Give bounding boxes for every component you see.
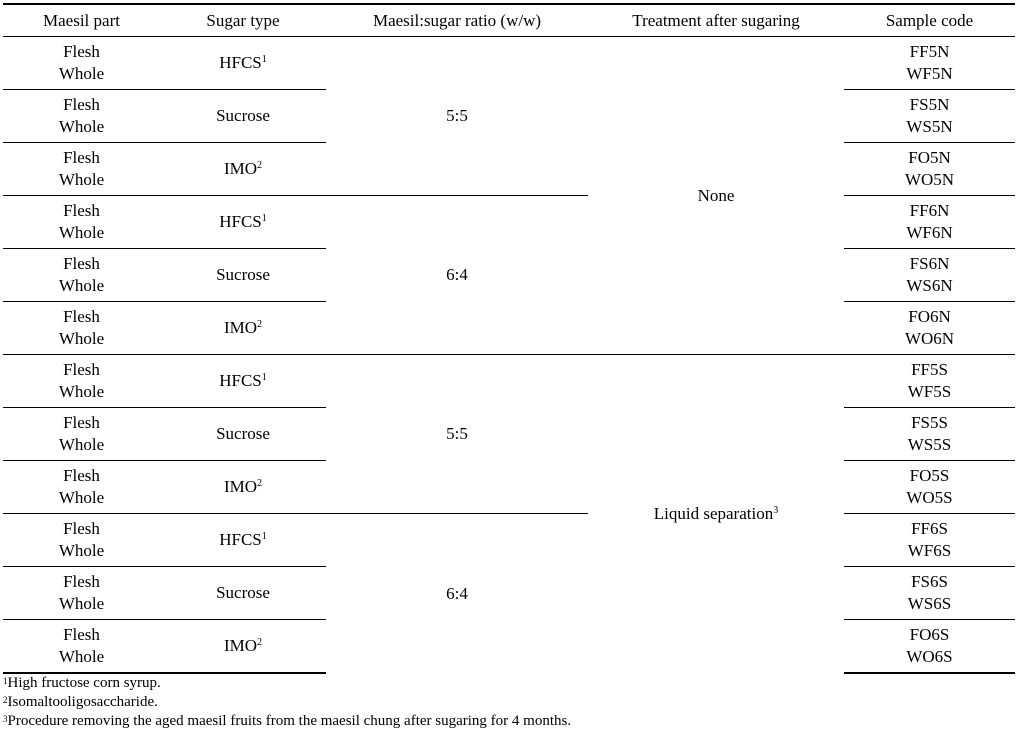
maesil-part-label: Whole — [58, 64, 105, 83]
treatment-label: None — [697, 185, 735, 205]
footnote-number: 1 — [3, 676, 8, 686]
table-row — [3, 196, 1015, 249]
sample-code: WF5N — [906, 64, 953, 83]
sugar-type-label: IMO — [223, 636, 258, 655]
ratio-cell: 5:5 — [446, 106, 468, 125]
footnote-number: 3 — [3, 714, 8, 724]
header-maesil-part: Maesil part — [3, 4, 160, 37]
footnote-marker: 1 — [261, 213, 267, 224]
maesil-part-label: Whole — [58, 276, 105, 295]
footnote-text: Procedure removing the aged maesil fruits from the maesil chung after sugaring for 4 months. — [7, 713, 572, 729]
sugar-type-label: HFCS — [219, 53, 262, 72]
maesil-part-cell — [3, 302, 160, 355]
sample-code: WO5S — [906, 488, 953, 507]
sugar-type-label: Sucrose — [216, 424, 270, 443]
sample-code: WF6N — [906, 223, 953, 242]
footnote — [3, 674, 1015, 693]
sample-code: FO5S — [909, 466, 950, 485]
footnote-text: Isomaltooligosaccharide. — [7, 694, 158, 710]
maesil-part-cell — [3, 355, 160, 408]
sample-code-cell — [844, 514, 1015, 567]
maesil-part-cell — [3, 196, 160, 249]
maesil-part-label: Whole — [58, 435, 105, 454]
maesil-part-label: Whole — [58, 541, 105, 560]
sample-code: FF5N — [909, 42, 950, 61]
sample-code: FO6N — [908, 307, 951, 326]
maesil-part-label: Whole — [58, 647, 105, 666]
sample-code: FF6N — [909, 201, 950, 220]
table-row — [3, 514, 1015, 567]
sample-code-cell — [844, 567, 1015, 620]
sample-code: WS5N — [906, 117, 953, 136]
sugar-type-cell — [160, 355, 326, 408]
sugar-type-label: HFCS — [219, 530, 262, 549]
sample-code: FS6S — [911, 572, 948, 591]
sugar-type-label: IMO — [223, 477, 258, 496]
table-row — [3, 37, 1015, 90]
sample-code-cell — [844, 249, 1015, 302]
maesil-part-cell — [3, 461, 160, 514]
maesil-part-label: Whole — [58, 329, 105, 348]
maesil-part-label: Whole — [58, 170, 105, 189]
sample-code: WO5N — [904, 170, 955, 189]
sample-code-cell — [844, 302, 1015, 355]
footnote — [3, 693, 1015, 712]
sugar-type-label: Sucrose — [216, 583, 270, 602]
maesil-part-cell — [3, 143, 160, 196]
header-row — [3, 4, 1015, 37]
maesil-part-label: Flesh — [63, 95, 100, 114]
sample-code: WO6S — [906, 647, 953, 666]
maesil-part-label: Flesh — [63, 572, 100, 591]
maesil-part-cell — [3, 514, 160, 567]
maesil-part-label: Flesh — [63, 254, 100, 273]
maesil-part-label: Whole — [58, 223, 105, 242]
maesil-part-label: Flesh — [63, 307, 100, 326]
sample-code-cell — [844, 461, 1015, 514]
sample-code: FS6N — [909, 254, 950, 273]
sample-table — [3, 3, 1015, 674]
maesil-part-label: Flesh — [63, 42, 100, 61]
footnote-marker: 2 — [257, 478, 263, 489]
maesil-part-label: Whole — [58, 488, 105, 507]
sugar-type-cell — [160, 37, 326, 90]
sample-code: FF6S — [911, 519, 948, 538]
maesil-part-label: Whole — [58, 382, 105, 401]
sample-code: FO6S — [909, 625, 950, 644]
table-body — [3, 37, 1015, 674]
sugar-type-label: Sucrose — [216, 265, 270, 284]
footnote-number: 2 — [3, 695, 8, 705]
sample-code: FS5N — [909, 95, 950, 114]
sample-code: WS5S — [907, 435, 952, 454]
footnote — [3, 712, 1015, 731]
sample-code-cell — [844, 37, 1015, 90]
sugar-type-label: Sucrose — [216, 106, 270, 125]
maesil-part-label: Flesh — [63, 148, 100, 167]
sugar-type-cell — [160, 249, 326, 302]
header-sugar-type: Sugar type — [160, 4, 326, 37]
sugar-type-label: HFCS — [219, 371, 262, 390]
sugar-type-cell — [160, 461, 326, 514]
sample-code: WF6S — [907, 541, 952, 560]
sugar-type-cell — [160, 196, 326, 249]
sugar-type-label: HFCS — [219, 212, 262, 231]
sample-code-cell — [844, 143, 1015, 196]
maesil-part-cell — [3, 567, 160, 620]
maesil-part-cell — [3, 37, 160, 90]
maesil-part-label: Flesh — [63, 519, 100, 538]
sugar-type-label: IMO — [223, 318, 258, 337]
sugar-type-cell — [160, 567, 326, 620]
treatment-cell — [588, 37, 844, 355]
sample-code-cell — [844, 196, 1015, 249]
header-ratio: Maesil:sugar ratio (w/w) — [326, 4, 588, 37]
maesil-part-label: Whole — [58, 594, 105, 613]
sugar-type-cell — [160, 143, 326, 196]
ratio-cell: 5:5 — [326, 355, 588, 514]
sample-code-cell — [844, 620, 1015, 674]
treatment-label: Liquid separation — [653, 504, 774, 523]
footnote-marker: 1 — [261, 531, 267, 542]
sugar-type-cell — [160, 620, 326, 674]
treatment-cell — [588, 355, 844, 674]
maesil-part-label: Whole — [58, 117, 105, 136]
sample-code: FS5S — [911, 413, 948, 432]
footnote-marker: 1 — [261, 372, 267, 383]
sample-code: FF5S — [911, 360, 948, 379]
sugar-type-label: IMO — [223, 159, 258, 178]
sugar-type-cell — [160, 408, 326, 461]
maesil-part-label: Flesh — [63, 466, 100, 485]
maesil-part-cell — [3, 620, 160, 674]
footnote-marker: 3 — [773, 505, 779, 516]
maesil-part-cell — [3, 249, 160, 302]
footnotes — [3, 674, 1015, 731]
sample-code-cell — [844, 408, 1015, 461]
ratio-cell: 6:4 — [326, 196, 588, 355]
sample-code: WS6N — [906, 276, 953, 295]
maesil-part-cell — [3, 90, 160, 143]
ratio-cell: 6:4 — [326, 514, 588, 674]
sugar-type-cell — [160, 90, 326, 143]
sample-code: FO5N — [908, 148, 951, 167]
maesil-part-label: Flesh — [63, 360, 100, 379]
table-row — [3, 355, 1015, 408]
sample-code-cell — [844, 90, 1015, 143]
sample-code: WF5S — [907, 382, 952, 401]
footnote-marker: 2 — [257, 319, 263, 330]
sample-code: WS6S — [907, 594, 952, 613]
sugar-type-cell — [160, 514, 326, 567]
footnote-marker: 2 — [257, 160, 263, 171]
footnote-text: High fructose corn syrup. — [7, 675, 161, 691]
maesil-part-label: Flesh — [63, 625, 100, 644]
sample-code-cell — [844, 355, 1015, 408]
maesil-part-label: Flesh — [63, 413, 100, 432]
maesil-part-cell — [3, 408, 160, 461]
footnote-marker: 1 — [261, 54, 267, 65]
header-treatment: Treatment after sugaring — [588, 4, 844, 37]
sugar-type-cell — [160, 302, 326, 355]
sample-code: WO6N — [904, 329, 955, 348]
header-sample-code: Sample code — [844, 4, 1015, 37]
maesil-part-label: Flesh — [63, 201, 100, 220]
footnote-marker: 2 — [257, 637, 263, 648]
